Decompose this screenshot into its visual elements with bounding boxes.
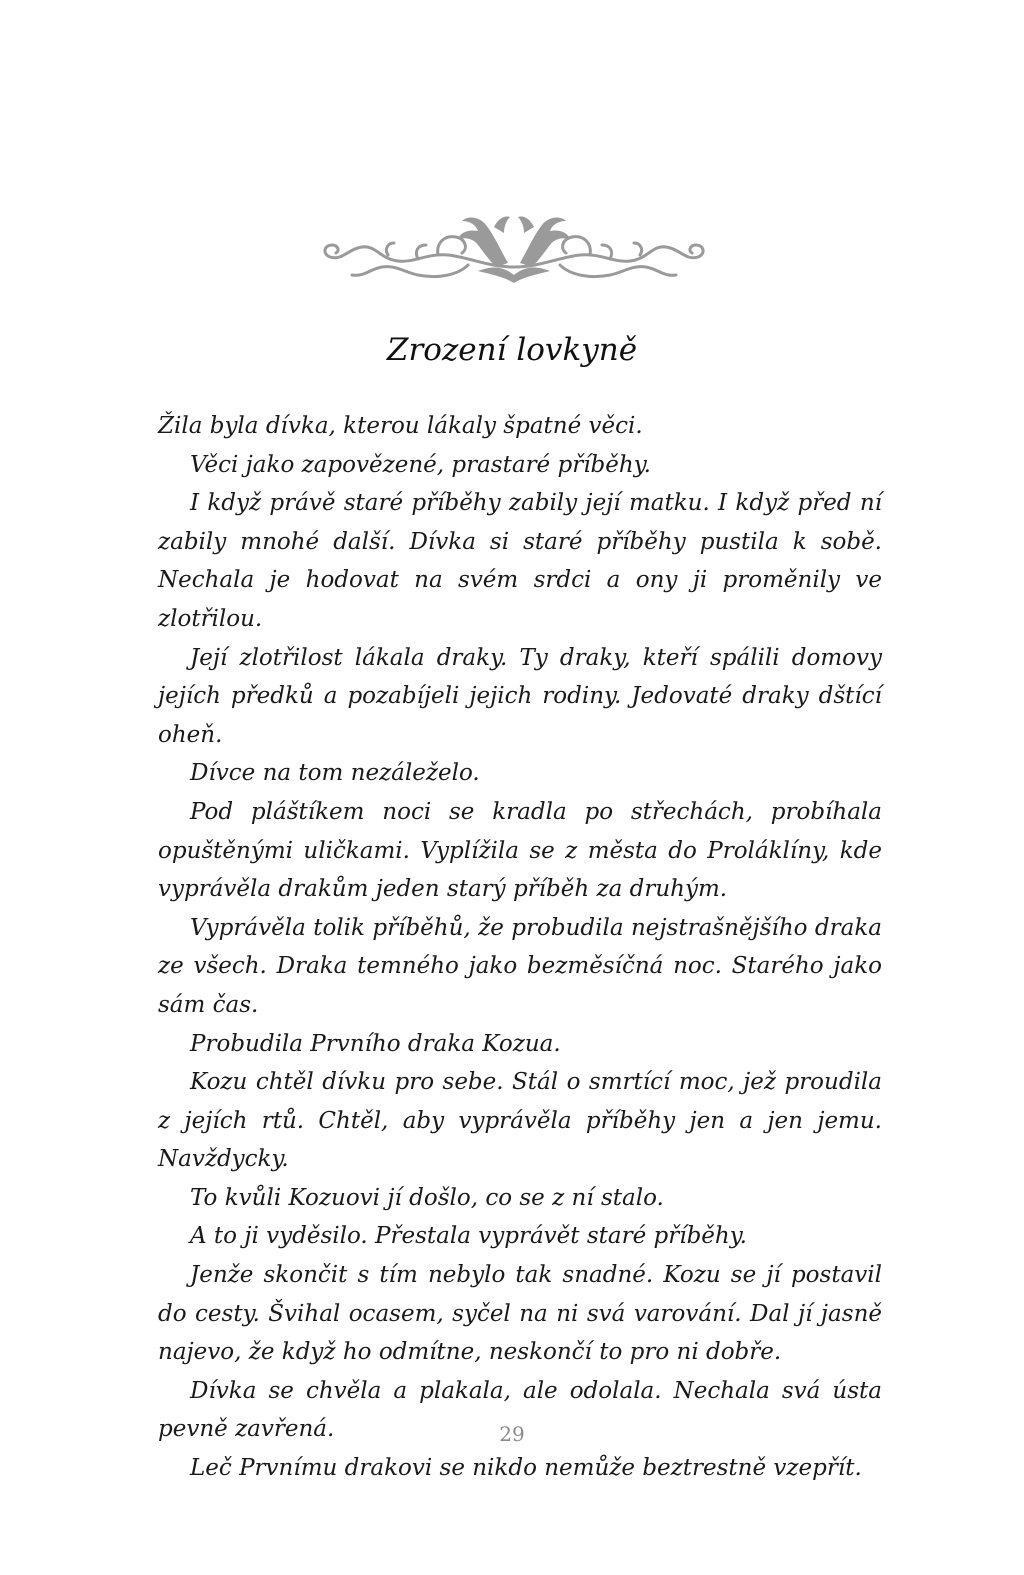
paragraph: To kvůli Kozuovi jí došlo, co se z ní stalo. [190,1184,664,1211]
paragraph: Dívka se chvěla a plakala, ale odolala. Nechala svá ústa pevně zavřená. [158,1377,882,1443]
chapter-title: Zrození lovkyně [386,332,638,368]
paragraph: Žila byla dívka, kterou lákaly špatné věci. [158,413,643,439]
paragraph: Jenže skončit s tím nebylo tak snadné. Kozu se jí postavil do cesty. Švihal ocasem, syčel na ni svá varování. Dal jí jasně najevo, že když ho odmítne, neskončí to pro ni dobře. [158,1262,882,1366]
dragon-flourish-ornament-icon [318,205,710,287]
paragraph: Kozu chtěl dívku pro sebe. Stál o smrtící moc, jež proudila z jejích rtů. Chtěl, aby vyprávěla příběhy jen a jen jemu. Navždycky. [158,1069,882,1173]
paragraph: Pod pláštíkem noci se kradla po střechách, probíhala opuštěnými uličkami. Vyplížila se z města do Proláklíny, kde vyprávěla drakům jeden starý příběh za druhým. [158,798,882,903]
paragraph: Dívce na tom nezáleželo. [190,760,480,787]
paragraph: Její zlotřilost lákala draky. Ty draky, kteří spálili domovy jejích předků a pozabíjeli jejich rodiny. Jedovaté draky dštící oheň. [158,644,882,748]
paragraph: Věci jako zapovězené, prastaré příběhy. [190,451,651,478]
paragraph: Vyprávěla tolik příběhů, že probudila nejstrašnějšího draka ze všech. Draka temného jako bezměsíčná noc. Starého jako sám čas. [158,914,882,1018]
paragraph: Probudila Prvního draka Kozua. [190,1030,561,1057]
paragraph: Leč Prvnímu drakovi se nikdo nemůže beztrestně vzepřít. [190,1455,862,1482]
paragraph: A to ji vyděsilo. Přestala vyprávět staré příběhy. [190,1223,747,1250]
paragraph: I když právě staré příběhy zabily její matku. I když před ní zabily mnohé další. Dívka si staré příběhy pustila k sobě. Nechala je hodovat na svém srdci a ony ji proměnily ve zlotřilou. [158,490,882,632]
page-number: 29 [499,1422,525,1446]
chapter-body-text [158,407,882,1488]
